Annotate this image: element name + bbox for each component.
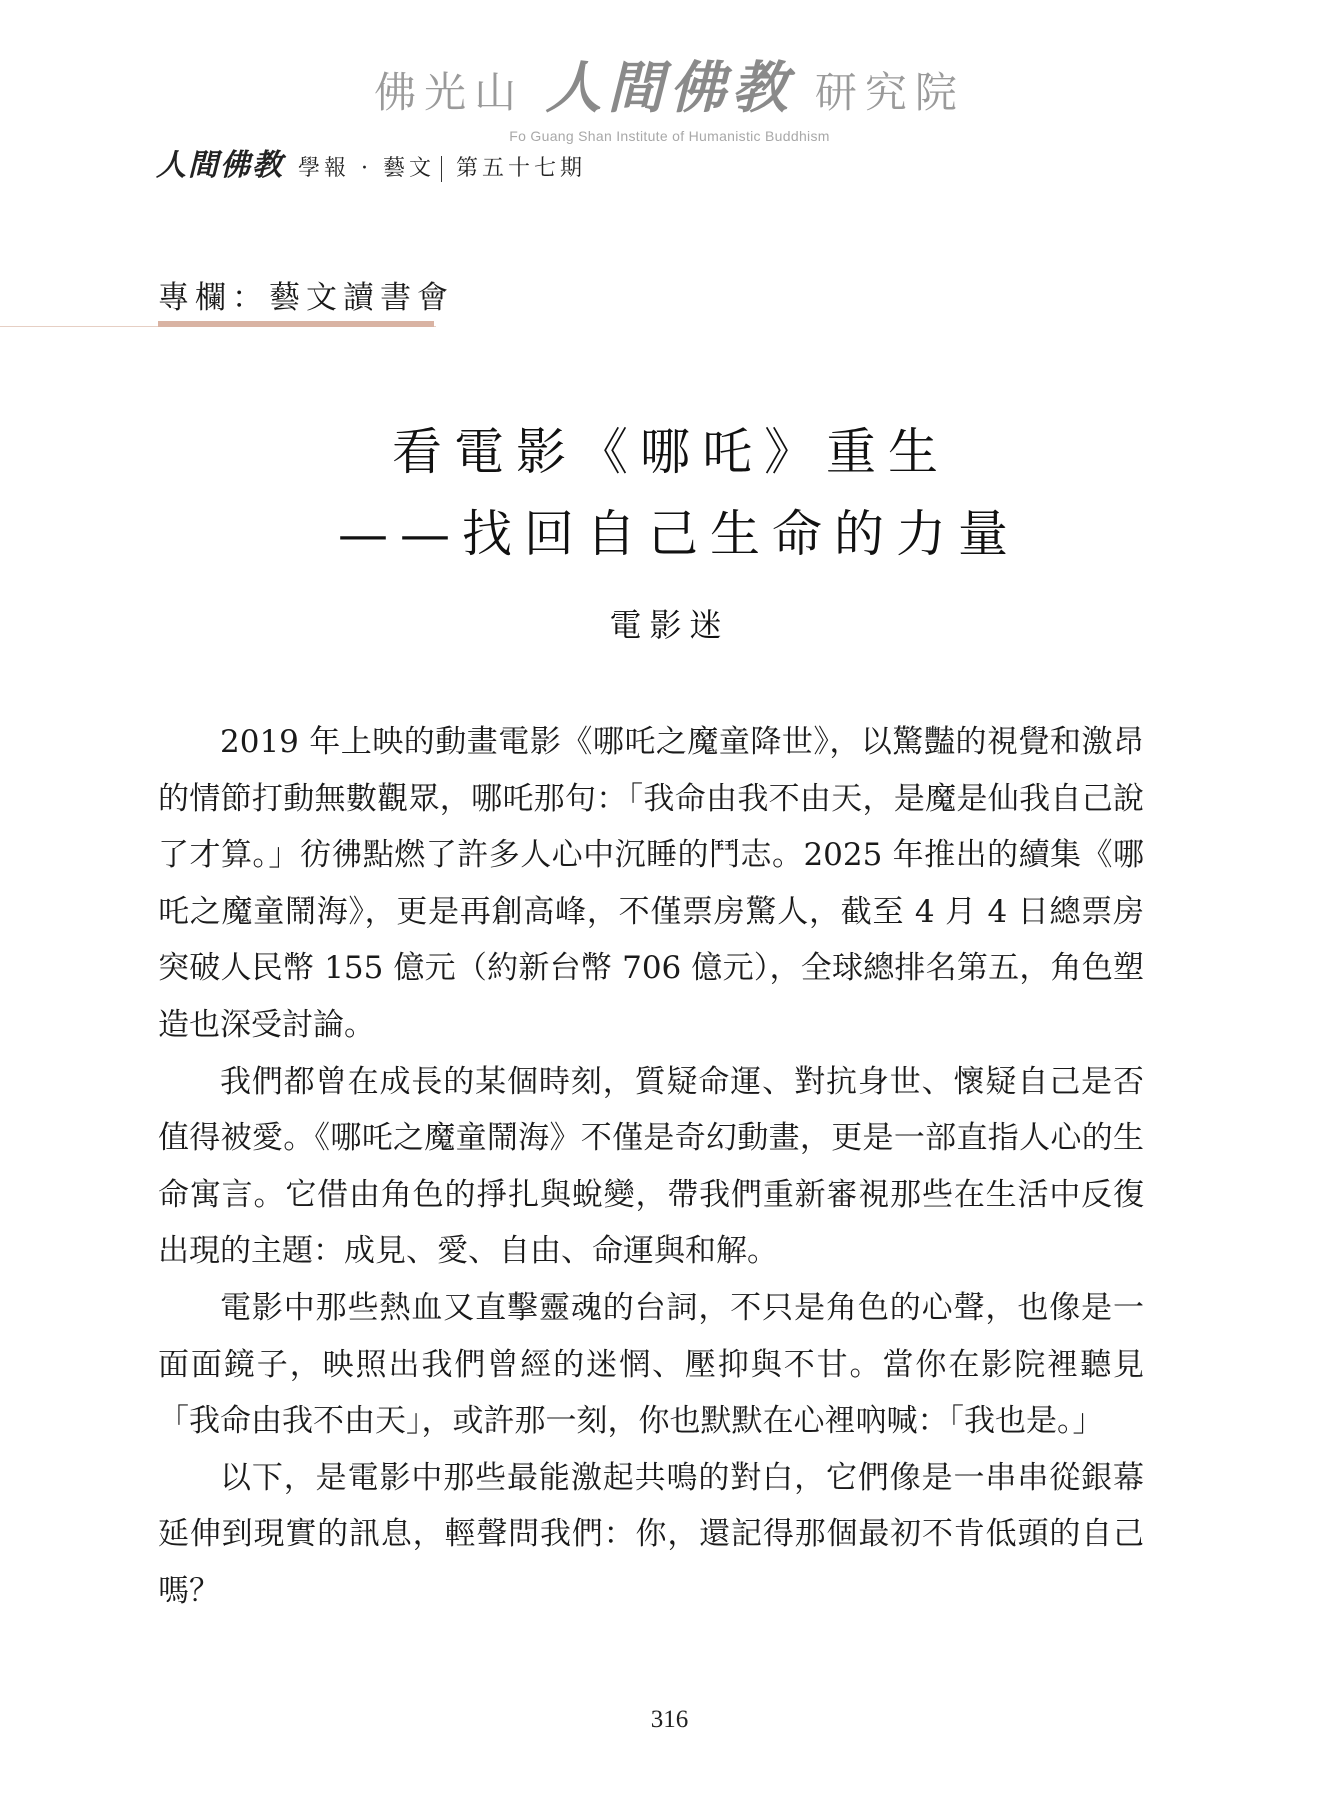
institute-name-left: 佛光山: [374, 68, 525, 117]
page-number: 316: [650, 1706, 689, 1733]
journal-header: [156, 140, 586, 184]
title-line-1: 看電影《哪吒》重生: [392, 423, 950, 481]
paragraph-4: 以下，是電影中那些最能激起共鳴的對白，它們像是一串串從銀幕延伸到現實的訊息，輕聲問我們：你，還記得那個最初不肯低頭的自己嗎？: [158, 1459, 1144, 1609]
journal-issue: 第五十七期: [455, 156, 586, 181]
institute-header: [0, 44, 1339, 144]
institute-name-right: 研究院: [814, 68, 965, 117]
article-body: [158, 714, 1144, 1620]
article-author: 電影迷: [609, 606, 730, 644]
journal-name: 學報 · 藝文: [298, 156, 435, 181]
journal-divider: [441, 156, 442, 182]
title-line-2: ——找回自己生命的力量: [338, 505, 1020, 563]
institute-name-en: Fo Guang Shan Institute of Humanistic Buddhism: [509, 128, 830, 144]
journal-brand: 人間佛教: [156, 148, 284, 183]
paragraph-1: 2019 年上映的動畫電影《哪吒之魔童降世》，以驚豔的視覺和激昂的情節打動無數觀眾，哪吒那句：「我命由我不由天，是魔是仙我自己說了才算。」彷彿點燃了許多人心中沉睡的鬥志。2025 年推出的續集《哪吒之魔童鬧海》，更是再創高峰，不僅票房驚人，截至 4 月 4 日總票房突破人民幣 155 億元（約新台幣 706 億元），全球總排名第五，角色塑造也深受討論。: [158, 724, 1144, 1043]
institute-logo: [0, 44, 1339, 124]
column-label: 專欄：藝文讀書會: [158, 280, 454, 316]
paragraph-2: 我們都曾在成長的某個時刻，質疑命運、對抗身世、懷疑自己是否值得被愛。《哪吒之魔童鬧海》不僅是奇幻動畫，更是一部直指人心的生命寓言。它借由角色的掙扎與蛻變，帶我們重新審視那些在生活中反復出現的主題：成見、愛、自由、命運與和解。: [158, 1063, 1144, 1270]
institute-name-brand: 人間佛教: [545, 55, 794, 121]
column-underline: [158, 321, 434, 327]
paragraph-3: 電影中那些熱血又直擊靈魂的台詞，不只是角色的心聲，也像是一面面鏡子，映照出我們曾經的迷惘、壓抑與不甘。當你在影院裡聽見「我命由我不由天」，或許那一刻，你也默默在心裡吶喊：「我也是。」: [158, 1289, 1144, 1440]
